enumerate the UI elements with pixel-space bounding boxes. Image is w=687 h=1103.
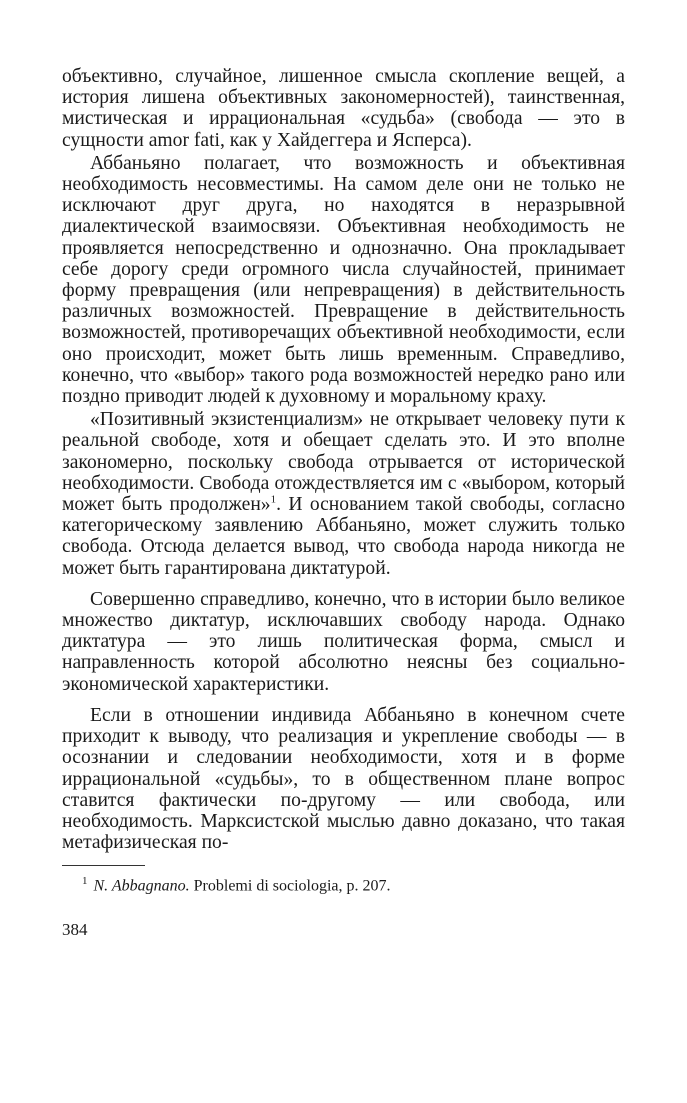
paragraph-3 xyxy=(62,409,625,579)
footnote-reference-mark: 1 xyxy=(270,493,277,506)
page-number: 384 xyxy=(62,919,88,939)
footnote-author: N. Abbagnano. xyxy=(93,877,190,895)
paragraph-2: Аббаньяно полагает, что возможность и объективная необходимость несовместимы. На самом деле они не только не исключают друг друга, но находятся в неразрывной диалектической взаимосвязи. Объективная необходимость не проявляется непосредственно и однозначно. Она прокладывает себе дорогу среди огромного числа случайностей, принимает форму превращения (или непревращения) в действительность различных возможностей. Превращение в действительность возможностей, противоречащих объективной необходимости, если оно происходит, может быть лишь временным. Справедливо, конечно, что «выбор» такого рода возможностей нередко рано или поздно приводит людей к духовному и моральному краху. xyxy=(62,152,625,408)
footnote-divider xyxy=(62,865,145,866)
footnote-mark: 1 xyxy=(82,875,88,888)
book-page xyxy=(62,66,625,940)
footnote-text: Problemi di sociologia, p. 207. xyxy=(193,877,391,895)
paragraph-5: Если в отношении индивида Аббаньяно в конечном счете приходит к выводу, что реализация и укрепление свободы — в осознании и следовании необходимости, хотя и в форме иррациональной «судьбы», то в общественном плане вопрос ставится фактически по-другому — или свобода, или необходимость. Марксистской мыслью давно доказано, что такая метафизическая по- xyxy=(62,704,625,854)
paragraph-1: объективно, случайное, лишенное смысла скопление вещей, а история лишена объективных закономерностей), таинственная, мистическая и иррациональная «судьба» (свобода — это в сущности amor fati, как у Хайдеггера и Ясперса). xyxy=(62,66,625,151)
paragraph-3-text-after: . И основанием такой свободы, согласно категорическому заявлению Аббаньяно, может служить только свобода. Отсюда делается вывод, что свобода народа никогда не может быть гарантирована диктатурой. xyxy=(62,494,625,579)
footnote xyxy=(62,872,625,895)
paragraph-3-text-before: «Позитивный экзистенциализм» не открывает человеку пути к реальной свободе, хотя и обещает сделать это. И это вполне закономерно, поскольку свобода отрывается от исторической необходимости. Свобода отождествляется им с «выбором, который может быть продолжен» xyxy=(62,409,625,516)
paragraph-4: Совершенно справедливо, конечно, что в истории было великое множество диктатур, исключавших свободу народа. Однако диктатура — это лишь политическая форма, смысл и направленность которой абсолютно неясны без социально-экономической характеристики. xyxy=(62,588,625,695)
